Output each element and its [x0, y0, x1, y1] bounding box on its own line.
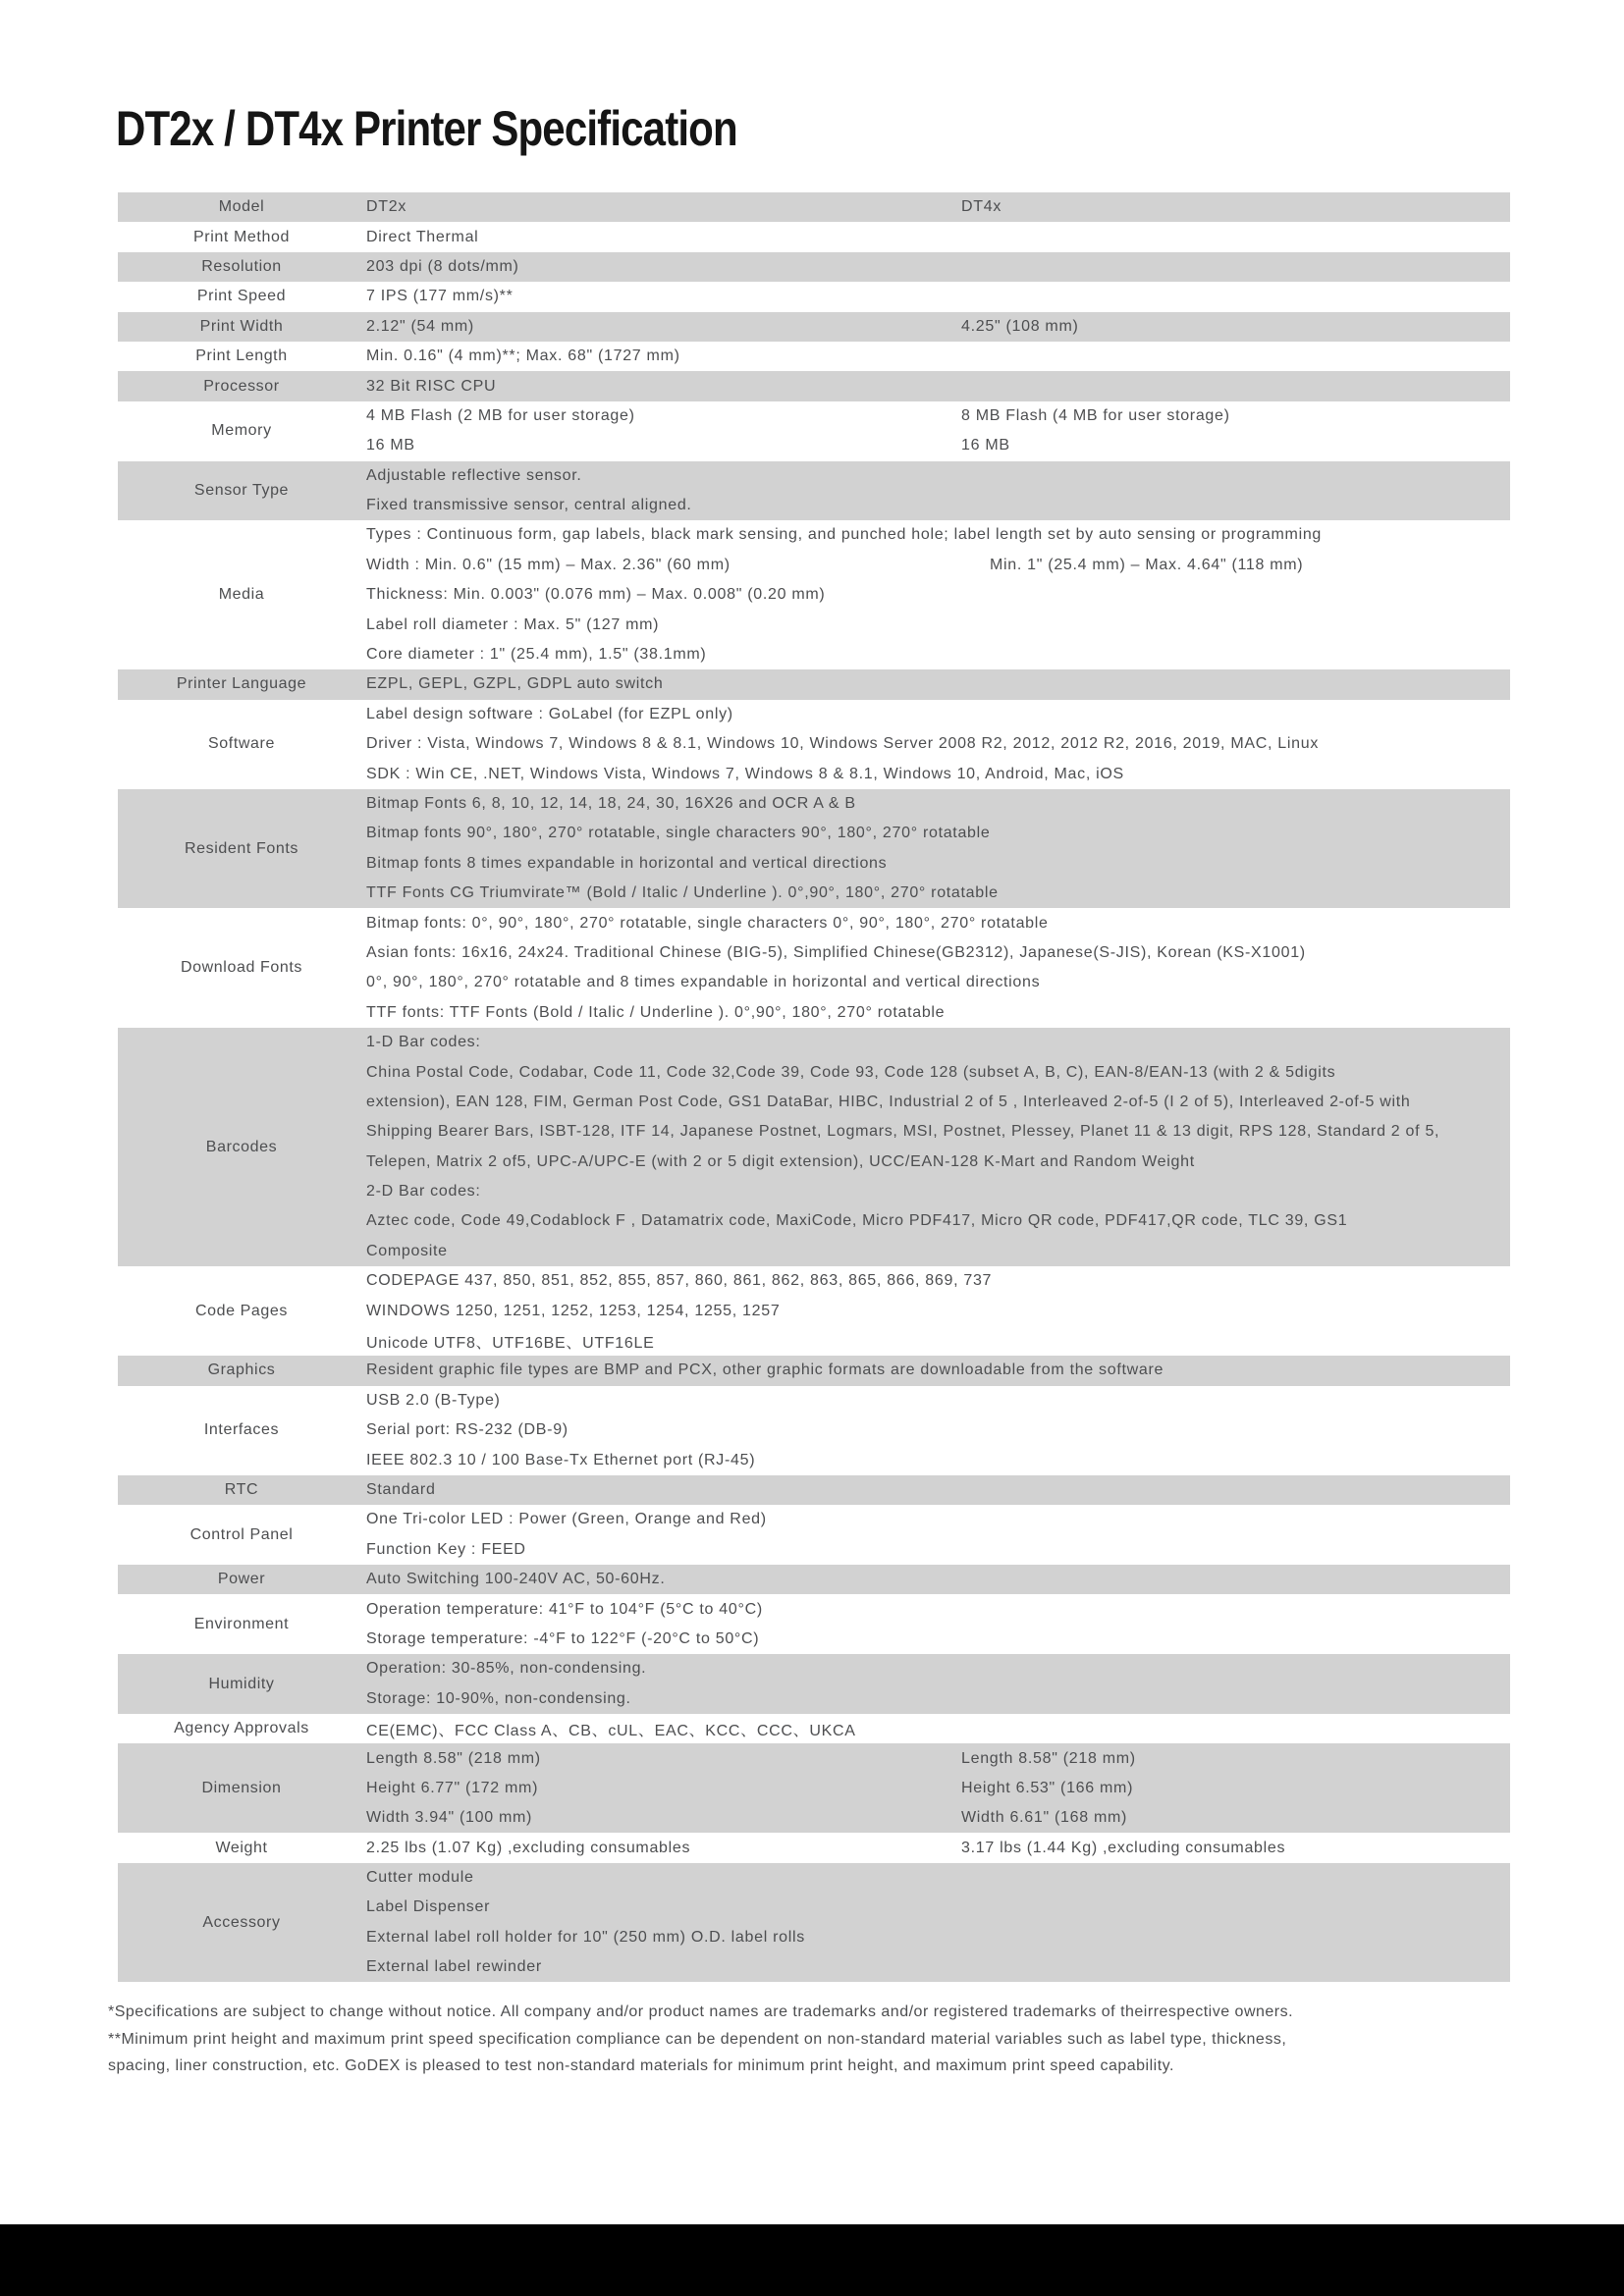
- spec-value-col1: 203 dpi (8 dots/mm): [366, 257, 519, 275]
- row-content: [365, 700, 1510, 789]
- spec-value-col1: Adjustable reflective sensor.: [366, 466, 582, 484]
- table-row: [118, 1594, 1510, 1654]
- row-content: [365, 1266, 1510, 1356]
- spec-value-col1: External label rewinder: [366, 1958, 542, 1976]
- table-row: [118, 312, 1510, 342]
- spec-value-col1: Label design software : GoLabel (for EZPL only): [366, 705, 733, 722]
- spec-line: [365, 1266, 1510, 1296]
- spec-line: [365, 312, 1511, 342]
- footer-bar: [0, 2224, 1624, 2296]
- row-content: [365, 1833, 1511, 1862]
- spec-value-col1: 2-D Bar codes:: [366, 1183, 481, 1201]
- spec-line: [365, 1594, 1510, 1624]
- spec-line: [365, 729, 1510, 759]
- spec-value-col1: External label roll holder for 10" (250 mm) O.D. label rolls: [366, 1928, 805, 1946]
- spec-table: [118, 192, 1510, 1982]
- spec-value-col1: One Tri-color LED : Power (Green, Orange and Red): [366, 1511, 767, 1528]
- footnote-line: **Minimum print height and maximum print speed specification compliance can be dependent on non-standard material variables such as label type, thickness,: [108, 2030, 1287, 2048]
- row-label: Accessory: [202, 1913, 281, 1931]
- row-label: Sensor Type: [193, 481, 290, 499]
- spec-value-col1: Bitmap fonts 8 times expandable in horizontal and vertical directions: [366, 854, 888, 872]
- table-row: [118, 252, 1510, 282]
- row-label: Print Method: [193, 228, 290, 245]
- table-row: [118, 1833, 1510, 1862]
- spec-value-col1: Resident graphic file types are BMP and PCX, other graphic formats are downloadable from the software: [366, 1362, 1164, 1379]
- spec-value-col1: Shipping Bearer Bars, ISBT-128, ITF 14, Japanese Postnet, Logmars, MSI, Postnet, Plessey, Planet 11 & 13 digit, RPS 128, Standard 2 of 5,: [366, 1123, 1440, 1141]
- spec-value-col1: Driver : Vista, Windows 7, Windows 8 & 8.1, Windows 10, Windows Server 2008 R2, 2012, 2012 R2, 2016, 2019, MAC, Linux: [366, 735, 1320, 753]
- table-row: [118, 401, 1510, 461]
- row-content: [365, 1028, 1510, 1266]
- spec-line: [365, 342, 1510, 371]
- spec-line: [365, 1415, 1510, 1445]
- spec-line: [365, 192, 1511, 222]
- spec-value-col1: CE(EMC)、FCC Class A、CB、cUL、EAC、KCC、CCC、UKCA: [366, 1722, 856, 1739]
- row-label: Weight: [215, 1839, 268, 1856]
- row-label: Interfaces: [203, 1421, 280, 1439]
- spec-line: [365, 1833, 1511, 1862]
- row-content: [365, 669, 1510, 699]
- table-row: [118, 700, 1510, 789]
- spec-line: [365, 580, 1511, 610]
- row-content: [365, 520, 1511, 669]
- row-content: [365, 1356, 1510, 1385]
- spec-line: [365, 491, 1510, 520]
- spec-line: [365, 700, 1510, 729]
- table-row: [118, 1714, 1510, 1743]
- row-label: RTC: [224, 1480, 259, 1498]
- spec-value-col1: Label Dispenser: [366, 1898, 491, 1916]
- row-label: Resident Fonts: [184, 839, 298, 857]
- spec-line: [365, 669, 1510, 699]
- table-row: [118, 1505, 1510, 1565]
- table-row: [118, 908, 1510, 1028]
- row-label: Graphics: [207, 1362, 276, 1379]
- spec-line: [365, 998, 1510, 1028]
- row-content: [365, 1863, 1510, 1983]
- spec-value-col1: China Postal Code, Codabar, Code 11, Code 32,Code 39, Code 93, Code 128 (subset A, B, C), EAN-8/EAN-13 (with 2 & 5digits: [366, 1063, 1336, 1081]
- row-content: [365, 1714, 1510, 1743]
- spec-value-col2: Height 6.53" (166 mm): [961, 1779, 1134, 1796]
- page-title: DT2x / DT4x Printer Specification: [116, 101, 737, 156]
- spec-value-col1: TTF fonts: TTF Fonts (Bold / Italic / Underline ). 0°,90°, 180°, 270° rotatable: [366, 1003, 946, 1021]
- spec-line: [365, 879, 1510, 908]
- spec-line: [365, 1743, 1511, 1773]
- table-row: [118, 1028, 1510, 1266]
- spec-line: [365, 1893, 1510, 1922]
- spec-line: [365, 1356, 1510, 1385]
- spec-line: [365, 1535, 1510, 1565]
- spec-value-col2: 4.25" (108 mm): [961, 317, 1079, 335]
- spec-line: [365, 759, 1510, 788]
- spec-line: [365, 908, 1510, 937]
- table-row: [118, 371, 1510, 400]
- spec-value-col1: Function Key : FEED: [366, 1540, 526, 1558]
- spec-value-col2: Width 6.61" (168 mm): [961, 1809, 1128, 1827]
- spec-value-col1: 7 IPS (177 mm/s)**: [366, 288, 514, 305]
- table-row: [118, 1386, 1510, 1475]
- spec-line: [365, 282, 1510, 311]
- row-content: [365, 312, 1511, 342]
- spec-value-col1: Label roll diameter : Max. 5" (127 mm): [366, 615, 660, 633]
- row-label: Control Panel: [189, 1525, 294, 1543]
- spec-line: [365, 1088, 1510, 1117]
- table-row: [118, 1266, 1510, 1356]
- spec-line: [365, 1952, 1510, 1982]
- spec-line: [365, 819, 1510, 848]
- spec-value-col1: USB 2.0 (B-Type): [366, 1391, 501, 1409]
- spec-line: [365, 1714, 1510, 1743]
- row-content: [365, 789, 1510, 909]
- row-label: Model: [218, 198, 265, 216]
- spec-value-col1: 0°, 90°, 180°, 270° rotatable and 8 times expandable in horizontal and vertical directions: [366, 974, 1041, 991]
- row-content: [365, 252, 1510, 282]
- spec-line: [365, 1774, 1511, 1803]
- spec-line: [365, 401, 1511, 431]
- spec-line: [365, 1863, 1510, 1893]
- spec-value-col1: Fixed transmissive sensor, central aligned.: [366, 497, 692, 514]
- spec-value-col1: Operation temperature: 41°F to 104°F (5°C to 40°C): [366, 1600, 763, 1618]
- row-label: Processor: [203, 377, 280, 395]
- spec-value-col1: Length 8.58" (218 mm): [366, 1749, 541, 1767]
- table-row: [118, 520, 1510, 669]
- row-label: Agency Approvals: [174, 1720, 309, 1737]
- spec-value-col1: Width 3.94" (100 mm): [366, 1809, 533, 1827]
- spec-line: [365, 1625, 1510, 1654]
- spec-line: [365, 551, 1511, 580]
- footnote-line: spacing, liner construction, etc. GoDEX is pleased to test non-standard materials for minimum print height, and maximum print speed capability.: [108, 2057, 1174, 2074]
- row-label: Dimension: [201, 1779, 282, 1796]
- table-row: [118, 1863, 1510, 1983]
- spec-value-col1: 32 Bit RISC CPU: [366, 377, 497, 395]
- spec-value-col1: Width : Min. 0.6" (15 mm) – Max. 2.36" (60 mm): [366, 556, 731, 573]
- row-label: Code Pages: [194, 1302, 289, 1319]
- spec-value-col1: Asian fonts: 16x16, 24x24. Traditional Chinese (BIG-5), Simplified Chinese(GB2312), Japanese(S-JIS), Korean (KS-X1001): [366, 943, 1306, 961]
- spec-value-col1: 2.12" (54 mm): [366, 317, 474, 335]
- spec-line: [365, 968, 1510, 997]
- table-row: [118, 192, 1510, 222]
- table-row: [118, 1356, 1510, 1385]
- table-row: [118, 461, 1510, 521]
- row-content: [365, 192, 1511, 222]
- spec-value-col1: Storage temperature: -4°F to 122°F (-20°C to 50°C): [366, 1629, 760, 1647]
- row-label: Printer Language: [176, 675, 307, 693]
- spec-line: [365, 520, 1511, 550]
- spec-value-col1: WINDOWS 1250, 1251, 1252, 1253, 1254, 1255, 1257: [366, 1302, 781, 1319]
- row-content: [365, 282, 1510, 311]
- spec-value-col1: Composite: [366, 1242, 448, 1259]
- spec-value-col2: 16 MB: [961, 437, 1010, 454]
- spec-line: [365, 1326, 1510, 1356]
- table-row: [118, 282, 1510, 311]
- spec-line: [365, 1296, 1510, 1325]
- row-label: Print Length: [195, 347, 288, 365]
- spec-value-col1: Aztec code, Code 49,Codablock F , Datamatrix code, MaxiCode, Micro PDF417, Micro QR code, PDF417,QR code, TLC 39, GS1: [366, 1212, 1348, 1230]
- spec-line: [365, 1206, 1510, 1236]
- spec-value-col1: Operation: 30-85%, non-condensing.: [366, 1660, 647, 1678]
- table-row: [118, 669, 1510, 699]
- table-row: [118, 1654, 1510, 1714]
- spec-line: [365, 849, 1510, 879]
- spec-line: [365, 1475, 1510, 1505]
- row-content: [365, 222, 1510, 251]
- spec-value-col1: Thickness: Min. 0.003" (0.076 mm) – Max. 0.008" (0.20 mm): [366, 586, 826, 604]
- spec-value-col1: Min. 0.16" (4 mm)**; Max. 68" (1727 mm): [366, 347, 680, 365]
- spec-value-col2: 3.17 lbs (1.44 Kg) ,excluding consumables: [961, 1839, 1286, 1856]
- spec-line: [365, 461, 1510, 491]
- table-row: [118, 789, 1510, 909]
- spec-value-col1: IEEE 802.3 10 / 100 Base-Tx Ethernet port (RJ-45): [366, 1451, 756, 1468]
- table-row: [118, 1565, 1510, 1594]
- row-content: [365, 908, 1510, 1028]
- spec-value-col1: Auto Switching 100-240V AC, 50-60Hz.: [366, 1571, 666, 1588]
- spec-value-col1: Bitmap fonts 90°, 180°, 270° rotatable, single characters 90°, 180°, 270° rotatable: [366, 825, 991, 842]
- footnote-line: *Specifications are subject to change without notice. All company and/or product names are trademarks and/or registered trademarks of theirrespective owners.: [108, 2003, 1294, 2020]
- row-content: [365, 1743, 1511, 1833]
- spec-value-col1: 2.25 lbs (1.07 Kg) ,excluding consumables: [366, 1839, 691, 1856]
- spec-line: [365, 1386, 1510, 1415]
- spec-line: [365, 431, 1511, 460]
- row-content: [365, 401, 1511, 461]
- spec-line: [365, 1803, 1511, 1833]
- spec-line: [365, 1923, 1510, 1952]
- spec-line: [365, 222, 1510, 251]
- row-label: Power: [217, 1571, 266, 1588]
- spec-value-col1: Types : Continuous form, gap labels, black mark sensing, and punched hole; label length set by auto sensing or programming: [366, 526, 1323, 544]
- spec-value-col1: 16 MB: [366, 437, 415, 454]
- spec-value-col1: Storage: 10-90%, non-condensing.: [366, 1689, 631, 1707]
- spec-value-col2: DT4x: [961, 198, 1002, 216]
- spec-value-col1: Standard: [366, 1480, 436, 1498]
- spec-line: [365, 1654, 1510, 1683]
- row-content: [365, 461, 1510, 521]
- spec-line: [365, 1565, 1510, 1594]
- row-label: Media: [218, 586, 265, 604]
- spec-line: [365, 1505, 1510, 1534]
- spec-value-col1: CODEPAGE 437, 850, 851, 852, 855, 857, 860, 861, 862, 863, 865, 866, 869, 737: [366, 1272, 993, 1290]
- spec-value-col1: Unicode UTF8、UTF16BE、UTF16LE: [366, 1334, 655, 1352]
- row-label: Software: [208, 735, 275, 753]
- spec-value-col1: Core diameter : 1" (25.4 mm), 1.5" (38.1mm): [366, 646, 707, 664]
- spec-line: [365, 610, 1511, 639]
- row-content: [365, 1565, 1510, 1594]
- spec-value-col2: Length 8.58" (218 mm): [961, 1749, 1136, 1767]
- row-content: [365, 342, 1510, 371]
- spec-value-col2: Min. 1" (25.4 mm) – Max. 4.64" (118 mm): [990, 556, 1304, 573]
- spec-line: [365, 1117, 1510, 1147]
- row-content: [365, 1594, 1510, 1654]
- spec-line: [365, 1177, 1510, 1206]
- spec-value-col1: Telepen, Matrix 2 of5, UPC-A/UPC-E (with 2 or 5 digit extension), UCC/EAN-128 K-Mart and Random Weight: [366, 1152, 1195, 1170]
- row-label: Memory: [211, 422, 272, 440]
- spec-value-col1: SDK : Win CE, .NET, Windows Vista, Windows 7, Windows 8 & 8.1, Windows 10, Android, Mac, iOS: [366, 765, 1124, 782]
- spec-value-col1: Serial port: RS-232 (DB-9): [366, 1421, 568, 1439]
- table-row: [118, 342, 1510, 371]
- spec-value-col2: 8 MB Flash (4 MB for user storage): [961, 406, 1230, 424]
- spec-value-col1: Bitmap Fonts 6, 8, 10, 12, 14, 18, 24, 30, 16X26 and OCR A & B: [366, 795, 856, 812]
- spec-line: [365, 1028, 1510, 1057]
- row-label: Resolution: [201, 257, 282, 275]
- row-content: [365, 371, 1510, 400]
- footnotes: [108, 1999, 1522, 2080]
- spec-value-col1: Direct Thermal: [366, 228, 479, 245]
- spec-value-col1: Cutter module: [366, 1869, 474, 1887]
- row-label: Barcodes: [205, 1138, 278, 1155]
- row-content: [365, 1654, 1510, 1714]
- row-label: Print Speed: [196, 288, 287, 305]
- spec-line: [365, 640, 1511, 669]
- spec-value-col1: 4 MB Flash (2 MB for user storage): [366, 406, 635, 424]
- spec-value-col1: 1-D Bar codes:: [366, 1034, 481, 1051]
- spec-value-col1: TTF Fonts CG Triumvirate™ (Bold / Italic / Underline ). 0°,90°, 180°, 270° rotatable: [366, 884, 999, 902]
- row-label: Download Fonts: [180, 959, 303, 977]
- spec-line: [365, 1148, 1510, 1177]
- spec-value-col1: EZPL, GEPL, GZPL, GDPL auto switch: [366, 675, 664, 693]
- spec-line: [365, 1057, 1510, 1087]
- table-row: [118, 1475, 1510, 1505]
- row-label: Print Width: [199, 317, 284, 335]
- row-content: [365, 1505, 1510, 1565]
- spec-line: [365, 371, 1510, 400]
- spec-value-col1: Bitmap fonts: 0°, 90°, 180°, 270° rotatable, single characters 0°, 90°, 180°, 270° rotatable: [366, 914, 1049, 932]
- row-label: Humidity: [208, 1675, 275, 1692]
- row-content: [365, 1475, 1510, 1505]
- row-label: Environment: [193, 1615, 290, 1632]
- row-content: [365, 1386, 1510, 1475]
- table-row: [118, 1743, 1510, 1833]
- spec-line: [365, 938, 1510, 968]
- spec-line: [365, 789, 1510, 819]
- spec-value-col1: Height 6.77" (172 mm): [366, 1779, 539, 1796]
- spec-value-col1: DT2x: [366, 198, 407, 216]
- spec-value-col1: extension), EAN 128, FIM, German Post Code, GS1 DataBar, HIBC, Industrial 2 of 5 , Interleaved 2-of-5 (I 2 of 5), Interleaved 2-of-5 with: [366, 1093, 1411, 1110]
- spec-line: [365, 1445, 1510, 1474]
- spec-line: [365, 252, 1510, 282]
- spec-line: [365, 1684, 1510, 1714]
- spec-line: [365, 1237, 1510, 1266]
- table-row: [118, 222, 1510, 251]
